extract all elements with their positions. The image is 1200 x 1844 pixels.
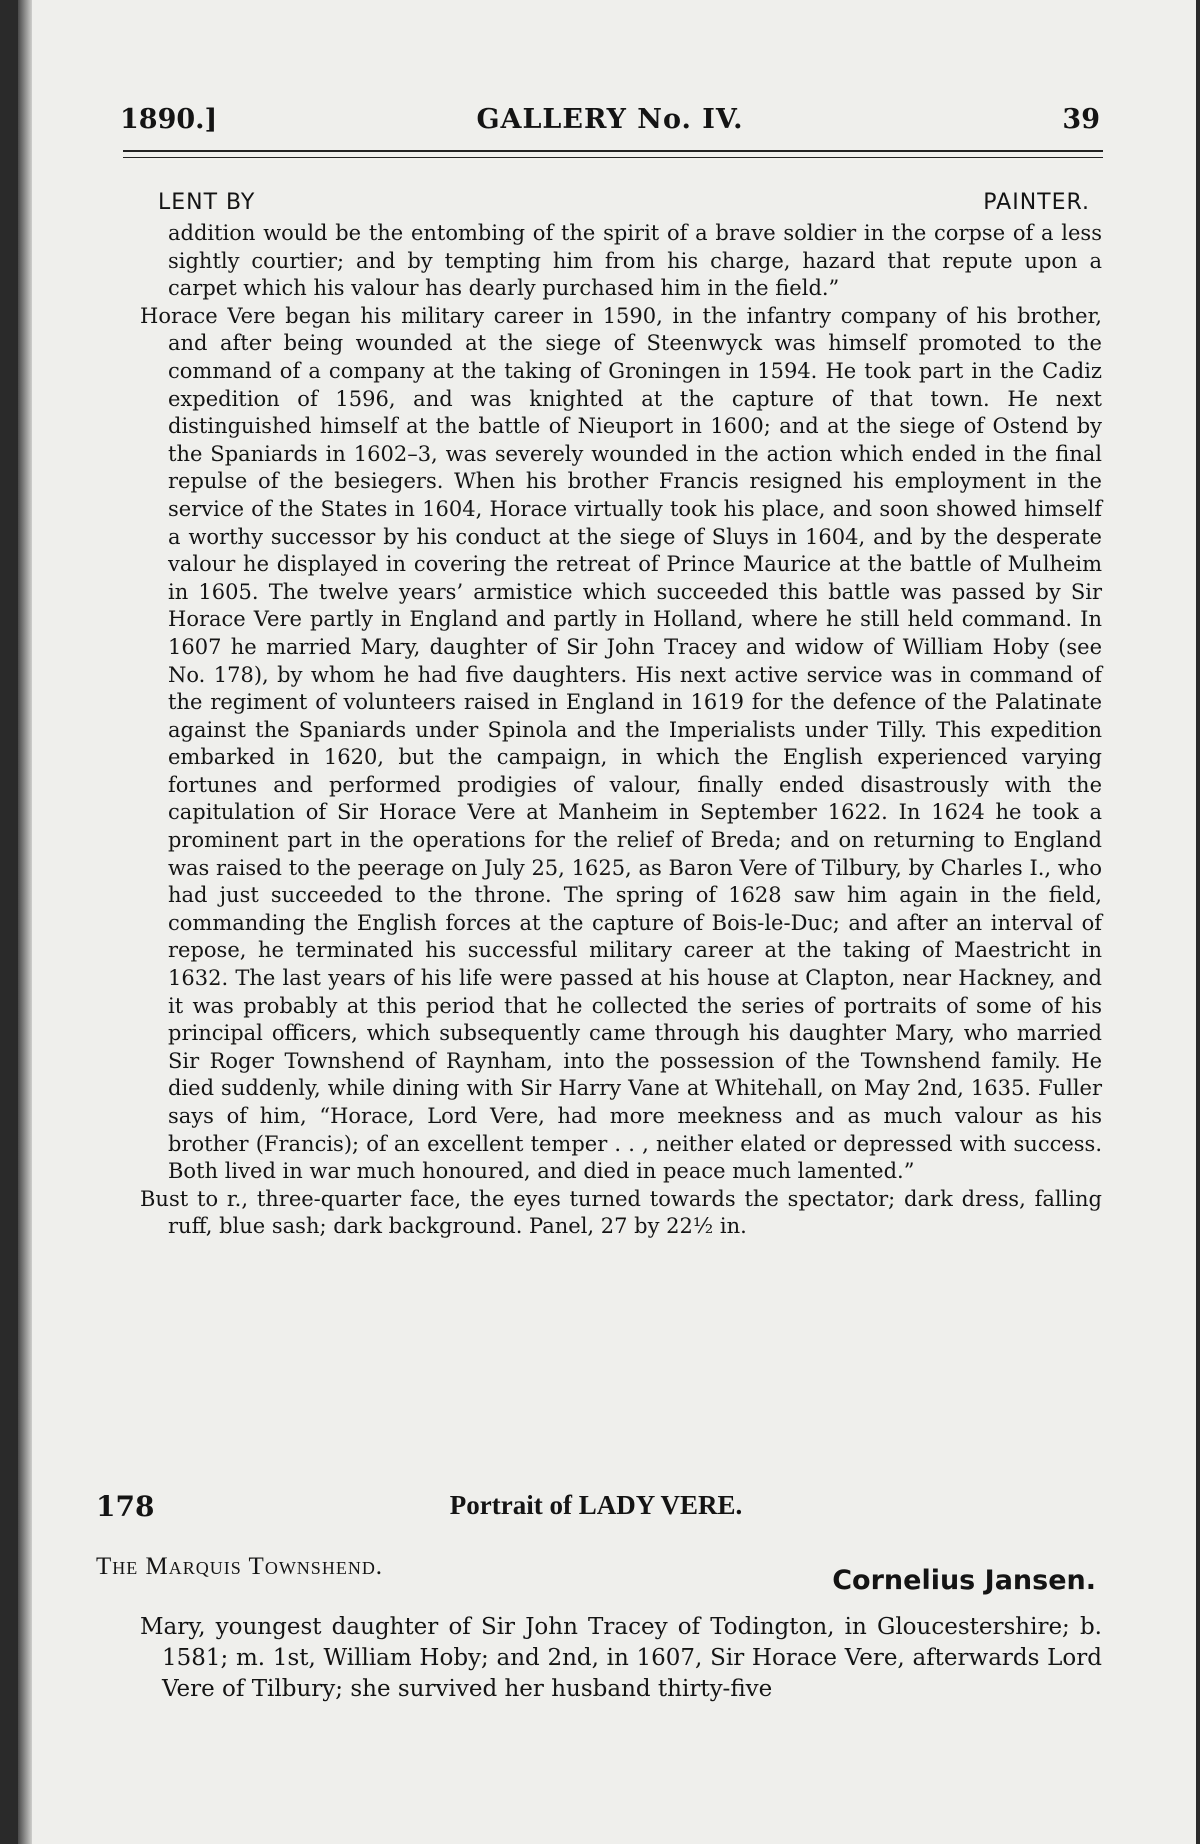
header-rule-thick	[123, 150, 1103, 152]
page-gutter-shadow	[18, 0, 32, 1844]
painter-heading: PAINTER.	[983, 190, 1090, 215]
book-page	[18, 0, 1196, 1844]
lender-name: The Marquis Townshend.	[96, 1553, 384, 1580]
quote-continuation: addition would be the entombing of the spirit of a brave soldier in the corpse of a less sightly courtier; and by tempting him from his charge, hazard that repute upon a carpet which his valour has dearly purchased him in the field.”	[168, 221, 1102, 301]
biography-paragraph: Horace Vere began his military career in 1590, in the infantry company of his brother, and after being wounded at the siege of Steenwyck was himself promoted to the command of a company at the taking of Groningen in 1594. He took part in the Cadiz expedition of 1596, and was knighted at the capture of that town. He next distinguished himself at the battle of Nieuport in 1600; and at the siege of Ostend by the Spaniards in 1602–3, was severely wounded in the action which ended in the final repulse of the besiegers. When his brother Francis resigned his employment in the service of the States in 1604, Horace virtually took his place, and soon showed himself a worthy successor by his conduct at the siege of Sluys in 1604, and by the desperate valour he displayed in covering the retreat of Prince Maurice at the battle of Mulheim in 1605. The twelve years’ armistice which succeeded this battle was passed by Sir Horace Vere partly in England and partly in Holland, where he still held command. In 1607 he married Mary, daughter of Sir John Tracey and widow of William Hoby (see No. 178), by whom he had five daughters. His next active service was in command of the regiment of volunteers raised in England in 1619 for the defence of the Palatinate against the Spaniards under Spinola and the Imperialists under Tilly. This expedition embarked in 1620, but the campaign, in which the English experienced varying fortunes and performed prodigies of valour, finally ended disastrously with the capitulation of Sir Horace Vere at Manheim in September 1622. In 1624 he took a prominent part in the operations for the relief of Breda; and on returning to England was raised to the peerage on July 25, 1625, as Baron Vere of Tilbury, by Charles I., who had just succeeded to the throne. The spring of 1628 saw him again in the field, commanding the English forces at the capture of Bois-le-Duc; and after an interval of repose, he terminated his successful military career at the taking of Maestricht in 1632. The last years of his life were passed at his house at Clapton, near Hackney, and it was probably at this period that he collected the series of portraits of some of his principal officers, which subsequently came through his daughter Mary, who married Sir Roger Townshend of Raynham, into the possession of the Townshend family. He died suddenly, while dining with Sir Harry Vane at Whitehall, on May 2nd, 1635. Fuller says of him, “Horace, Lord Vere, had more meekness and as much valour as his brother (Francis); of an excellent temper . . , neither elated or depressed with success. Both lived in war much honoured, and died in peace much lamented.”	[140, 303, 1102, 1184]
column-heads	[158, 190, 1090, 220]
running-head	[120, 104, 1100, 144]
entry-text	[140, 1612, 1102, 1705]
entry-title: Portrait of LADY VERE.	[449, 1490, 743, 1520]
painter-name: Cornelius Jansen.	[832, 1565, 1096, 1596]
header-rule-thin	[123, 157, 1103, 158]
portrait-description: Bust to r., three-quarter face, the eyes turned towards the spectator; dark dress, falling ruff, blue sash; dark background. Panel, 27 by 22½ in.	[140, 1186, 1102, 1239]
page-number: 39	[1062, 104, 1100, 135]
catalogue-entry-heading	[96, 1490, 1096, 1530]
header-year: 1890.]	[120, 104, 218, 135]
header-title: GALLERY No. IV.	[476, 104, 744, 135]
entry-attribution	[96, 1553, 1096, 1601]
lent-by-heading: LENT BY	[158, 190, 256, 215]
entry-body	[140, 220, 1102, 1241]
entry-number: 178	[96, 1490, 155, 1523]
entry-biography: Mary, youngest daughter of Sir John Tracey of Todington, in Gloucestershire; b. 1581; m. 1st, William Hoby; and 2nd, in 1607, Sir Horace Vere, afterwards Lord Vere of Tilbury; she survived her husband thirty-five	[140, 1614, 1102, 1702]
